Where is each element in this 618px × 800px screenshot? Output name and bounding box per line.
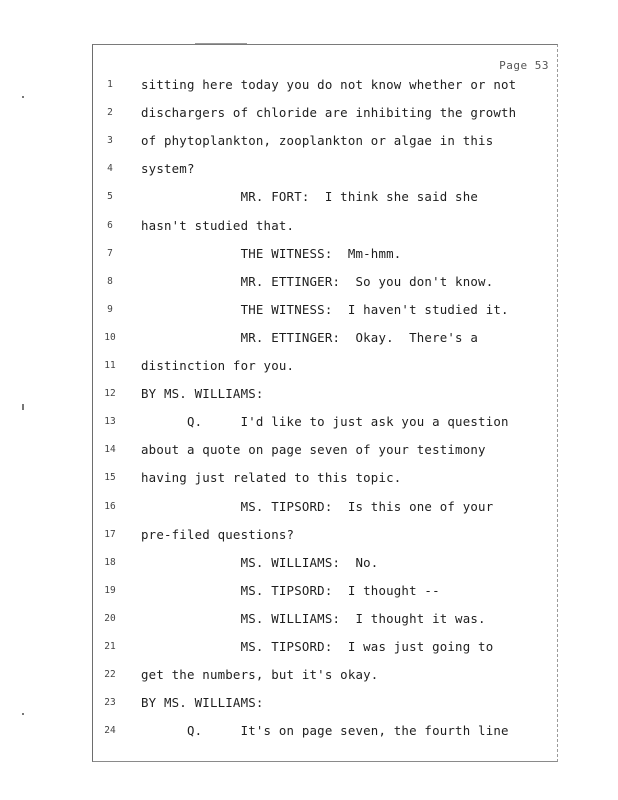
line-text: having just related to this topic. bbox=[141, 470, 402, 486]
line-number: 10 bbox=[104, 331, 116, 343]
line-text: of phytoplankton, zooplankton or algae in this bbox=[141, 133, 494, 149]
transcript-line bbox=[93, 356, 559, 376]
line-text: hasn't studied that. bbox=[141, 217, 295, 233]
line-text: BY MS. WILLIAMS: bbox=[141, 695, 264, 711]
line-text: Q. I'd like to just ask you a question bbox=[141, 414, 509, 430]
line-text: MS. TIPSORD: I was just going to bbox=[141, 639, 494, 654]
line-text: THE WITNESS: I haven't studied it. bbox=[141, 301, 509, 317]
line-text: about a quote on page seven of your testimony bbox=[141, 442, 486, 458]
transcript-page bbox=[92, 44, 558, 762]
line-number: 19 bbox=[104, 584, 116, 596]
scan-speck bbox=[22, 96, 24, 98]
line-text: get the numbers, but it's okay. bbox=[141, 667, 379, 683]
line-text: pre-filed questions? bbox=[141, 526, 295, 542]
transcript-line bbox=[93, 216, 559, 236]
scan-speck bbox=[195, 43, 247, 44]
transcript-line bbox=[93, 131, 559, 151]
line-text: distinction for you. bbox=[141, 358, 295, 373]
line-number: 2 bbox=[107, 107, 113, 119]
transcript-line bbox=[93, 412, 559, 432]
transcript-line bbox=[93, 384, 559, 404]
line-number: 9 bbox=[107, 303, 113, 315]
line-text: MS. WILLIAMS: I thought it was. bbox=[141, 610, 486, 626]
transcript-line bbox=[93, 609, 559, 629]
transcript-line bbox=[93, 497, 559, 517]
transcript-line bbox=[93, 693, 559, 713]
transcript-line bbox=[93, 553, 559, 573]
line-number: 1 bbox=[107, 79, 113, 90]
line-number: 14 bbox=[104, 444, 116, 456]
line-number: 13 bbox=[104, 416, 116, 428]
transcript-line bbox=[93, 187, 559, 207]
line-number: 17 bbox=[104, 528, 116, 540]
line-text: MR. ETTINGER: So you don't know. bbox=[141, 273, 494, 289]
line-number: 11 bbox=[104, 360, 116, 371]
line-text: MS. TIPSORD: Is this one of your bbox=[141, 498, 494, 514]
line-number: 23 bbox=[104, 697, 116, 709]
line-text: MS. WILLIAMS: No. bbox=[141, 554, 379, 570]
line-number: 5 bbox=[107, 191, 113, 203]
transcript-line bbox=[93, 525, 559, 545]
line-text: dischargers of chloride are inhibiting the growth bbox=[141, 105, 517, 121]
scan-speck bbox=[22, 404, 24, 410]
scan-speck bbox=[22, 713, 24, 715]
transcript-line bbox=[93, 440, 559, 460]
transcript-line bbox=[93, 159, 559, 179]
line-number: 8 bbox=[107, 275, 113, 287]
line-number: 16 bbox=[104, 500, 116, 512]
line-text: MR. ETTINGER: Okay. There's a bbox=[141, 329, 479, 345]
transcript-line bbox=[93, 721, 559, 741]
line-number: 18 bbox=[104, 556, 116, 568]
transcript-line bbox=[93, 75, 559, 95]
line-text: Q. It's on page seven, the fourth line bbox=[141, 723, 509, 739]
line-number: 24 bbox=[104, 725, 116, 737]
transcript-line bbox=[93, 581, 559, 601]
transcript-line bbox=[93, 300, 559, 320]
line-text: MR. FORT: I think she said she bbox=[141, 189, 479, 205]
transcript-line bbox=[93, 637, 559, 657]
transcript-line bbox=[93, 328, 559, 348]
line-number: 4 bbox=[107, 163, 113, 175]
line-number: 3 bbox=[107, 135, 113, 147]
transcript-line bbox=[93, 244, 559, 264]
page-number: Page 53 bbox=[499, 59, 549, 72]
line-number: 7 bbox=[107, 247, 113, 259]
line-number: 20 bbox=[104, 612, 116, 624]
transcript-line bbox=[93, 665, 559, 685]
line-number: 6 bbox=[107, 219, 113, 231]
line-text: BY MS. WILLIAMS: bbox=[141, 386, 264, 402]
line-number: 21 bbox=[104, 641, 116, 652]
transcript-line bbox=[93, 468, 559, 488]
line-text: sitting here today you do not know whether or not bbox=[141, 77, 517, 92]
line-text: MS. TIPSORD: I thought -- bbox=[141, 582, 440, 598]
line-number: 22 bbox=[104, 669, 116, 681]
transcript-line bbox=[93, 103, 559, 123]
transcript-line bbox=[93, 272, 559, 292]
line-number: 12 bbox=[104, 388, 116, 400]
line-number: 15 bbox=[104, 472, 116, 484]
line-text: system? bbox=[141, 161, 195, 177]
line-text: THE WITNESS: Mm-hmm. bbox=[141, 245, 402, 261]
